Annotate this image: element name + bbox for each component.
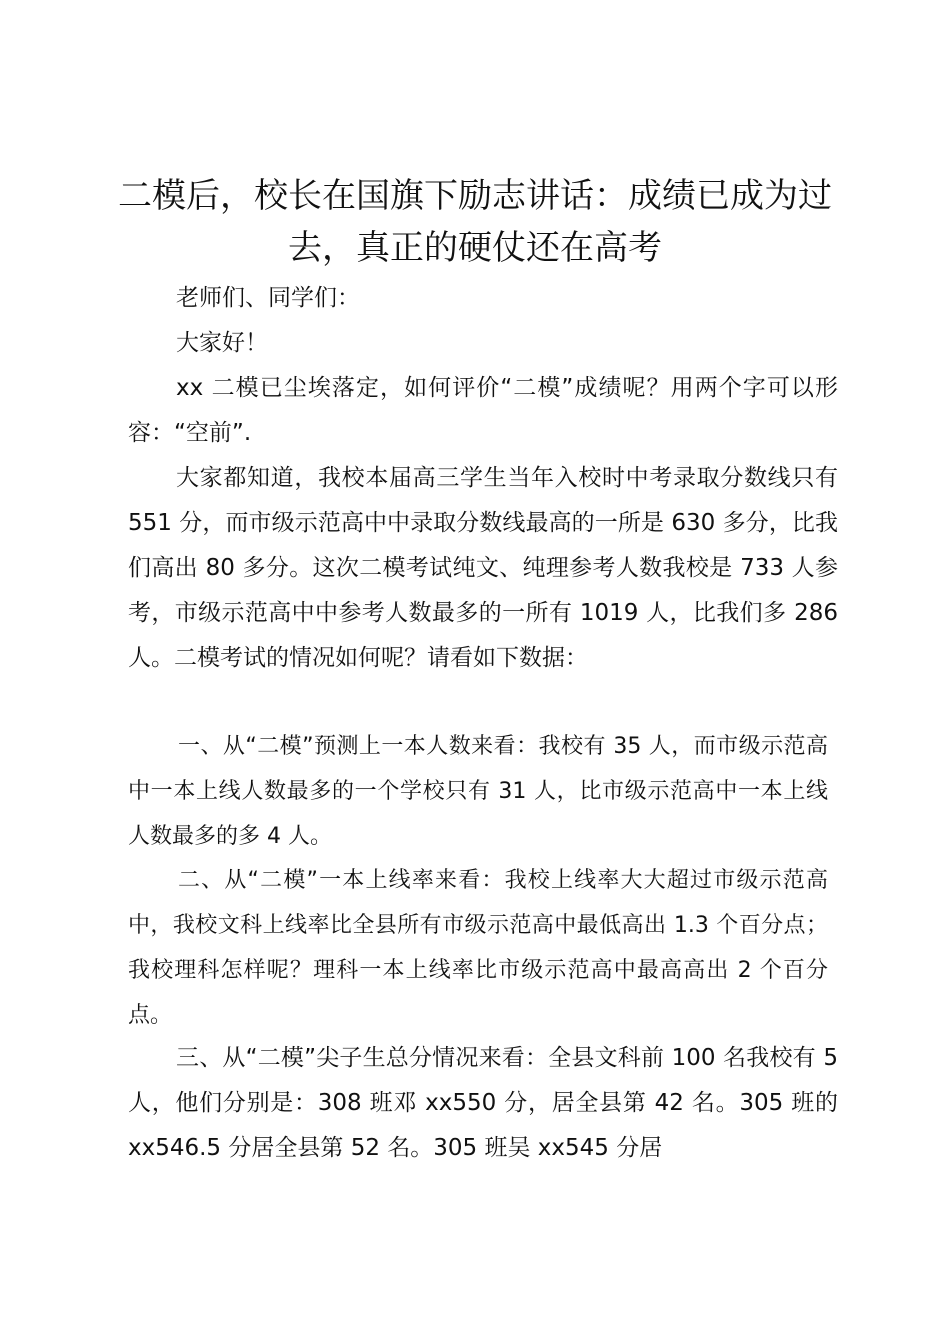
hello-paragraph: 大家好！: [176, 330, 268, 356]
point-one-paragraph: 一、从“二模”预测上一本人数来看：我校有 35 人，而市级示范高中一本上线人数最多的一个学校只有 31 人，比市级示范高中一本上线人数最多的多 4 人。: [128, 734, 828, 849]
document-title: 二模后，校长在国旗下励志讲话：成绩已成为过去，真正的硬仗还在高考: [118, 176, 832, 268]
intro-paragraph: xx 二模已尘埃落定，如何评价“二模”成绩呢？用两个字可以形容：“空前”.: [128, 375, 838, 446]
point-three-paragraph: 三、从“二模”尖子生总分情况来看：全县文科前 100 名我校有 5 人，他们分别是：308 班邓 xx550 分，居全县第 42 名。305 班的 xx546.5 分居全县第 52 名。305 班吴 xx545 分居: [128, 1045, 838, 1161]
greeting-paragraph: 老师们、同学们：: [176, 285, 360, 311]
point-two-paragraph: 二、从“二模”一本上线率来看：我校上线率大大超过市级示范高中，我校文科上线率比全县所有市级示范高中最低高出 1.3 个百分点；我校理科怎样呢？理科一本上线率比市级示范高中最高高出 2 个百分点。: [128, 868, 828, 1028]
background-paragraph: 大家都知道，我校本届高三学生当年入校时中考录取分数线只有 551 分，而市级示范高中中录取分数线最高的一所是 630 多分，比我们高出 80 多分。这次二模考试纯文、纯理参考人数我校是 733 人参考，市级示范高中中参考人数最多的一所有 1019 人，比我们多 286 人。二模考试的情况如何呢？请看如下数据：: [128, 465, 838, 671]
